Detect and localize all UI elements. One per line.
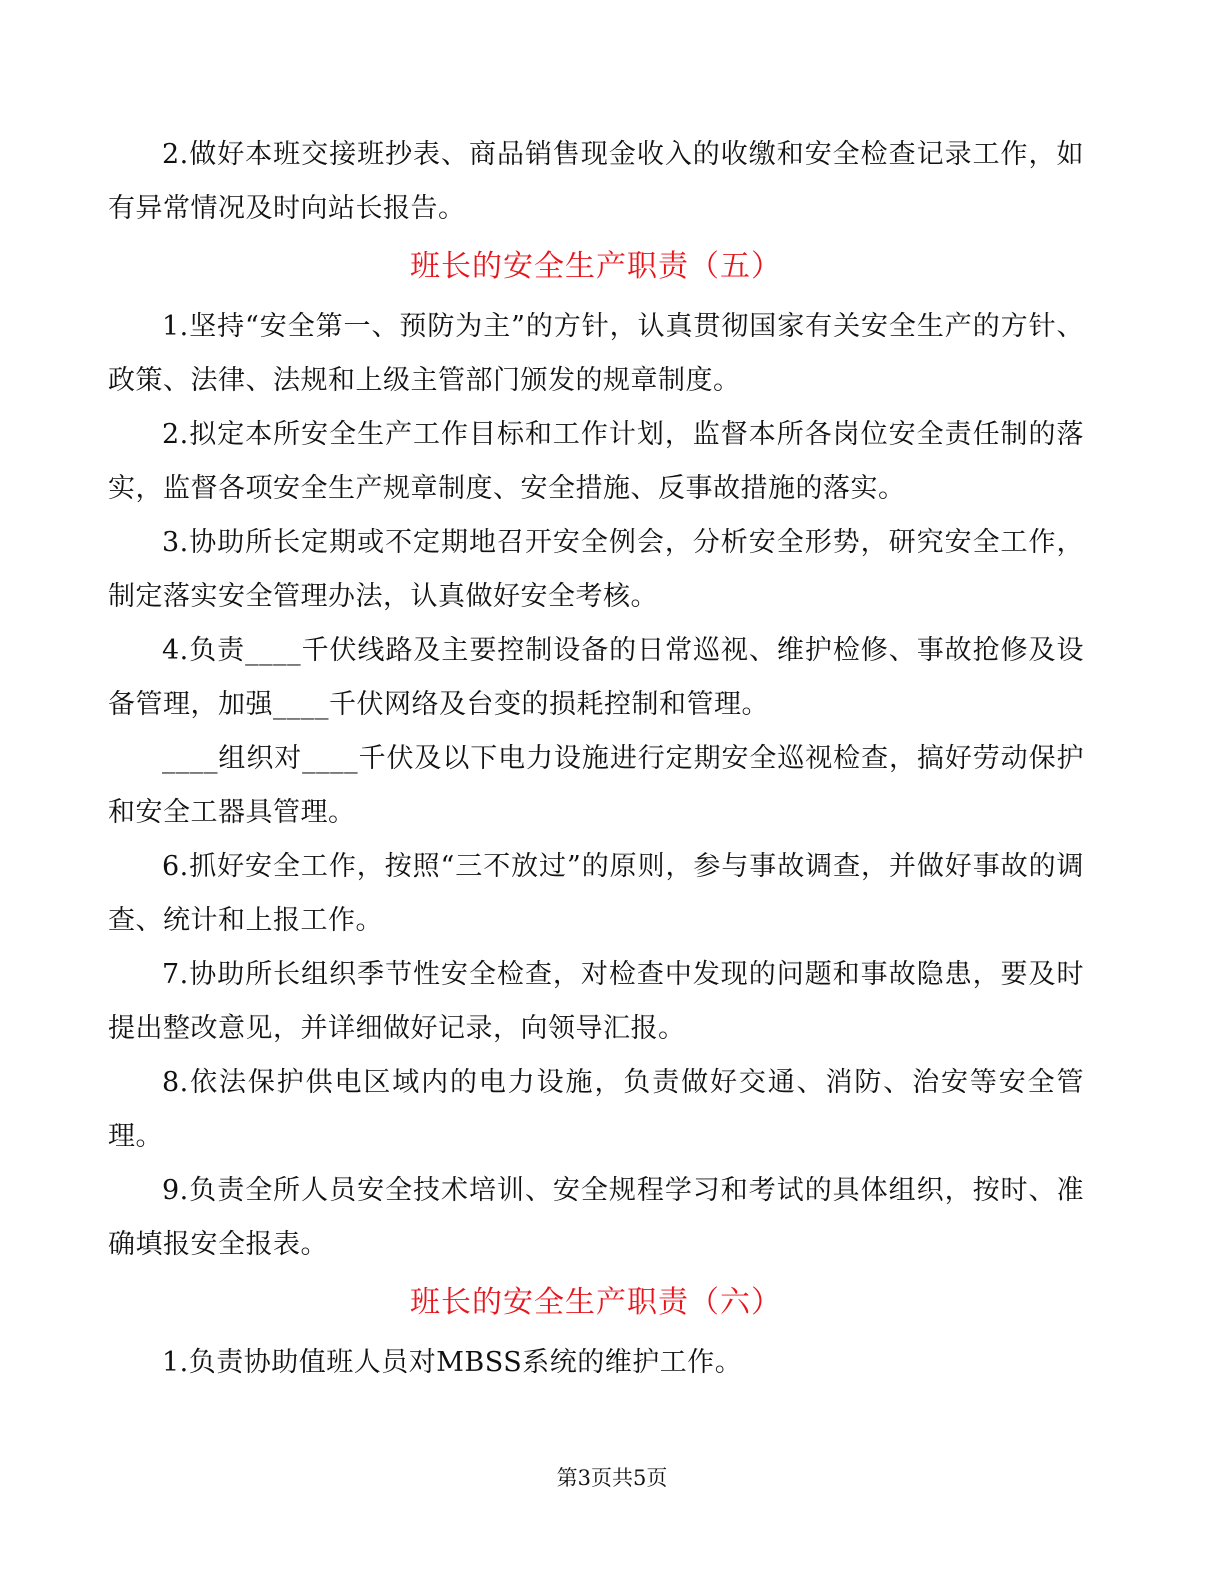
document-page xyxy=(108,128,1084,1390)
paragraph-five-8: 8.依法保护供电区域内的电力设施，负责做好交通、消防、治安等安全管理。 xyxy=(108,1067,1084,1152)
paragraph-five-4: 4.负责____千伏线路及主要控制设备的日常巡视、维护检修、事故抢修及设备管理，加强____千伏网络及台变的损耗控制和管理。 xyxy=(108,635,1084,720)
paragraph-prev-2: 2.做好本班交接班抄表、商品销售现金收入的收缴和安全检查记录工作，如有异常情况及时向站长报告。 xyxy=(108,139,1084,224)
paragraph-six-1: 1.负责协助值班人员对MBSS系统的维护工作。 xyxy=(162,1347,743,1378)
paragraph-five-9: 9.负责全所人员安全技术培训、安全规程学习和考试的具体组织，按时、准确填报安全报表。 xyxy=(108,1175,1084,1260)
page-footer: 第3页共5页 xyxy=(556,1466,668,1490)
paragraph-five-2: 2.拟定本所安全生产工作目标和工作计划，监督本所各岗位安全责任制的落实，监督各项安全生产规章制度、安全措施、反事故措施的落实。 xyxy=(108,419,1084,504)
paragraph-five-5: ____组织对____千伏及以下电力设施进行定期安全巡视检查，搞好劳动保护和安全工器具管理。 xyxy=(108,743,1084,828)
paragraph-five-3: 3.协助所长定期或不定期地召开安全例会，分析安全形势，研究安全工作，制定落实安全管理办法，认真做好安全考核。 xyxy=(108,527,1084,612)
paragraph-five-6: 6.抓好安全工作，按照“三不放过”的原则，参与事故调查，并做好事故的调查、统计和上报工作。 xyxy=(108,851,1084,936)
paragraph-five-1: 1.坚持“安全第一、预防为主”的方针，认真贯彻国家有关安全生产的方针、政策、法律、法规和上级主管部门颁发的规章制度。 xyxy=(108,311,1084,396)
section-six-title: 班长的安全生产职责（六） xyxy=(410,1285,782,1320)
paragraph-five-7: 7.协助所长组织季节性安全检查，对检查中发现的问题和事故隐患，要及时提出整改意见，并详细做好记录，向领导汇报。 xyxy=(108,959,1084,1044)
section-five-title: 班长的安全生产职责（五） xyxy=(410,249,782,284)
